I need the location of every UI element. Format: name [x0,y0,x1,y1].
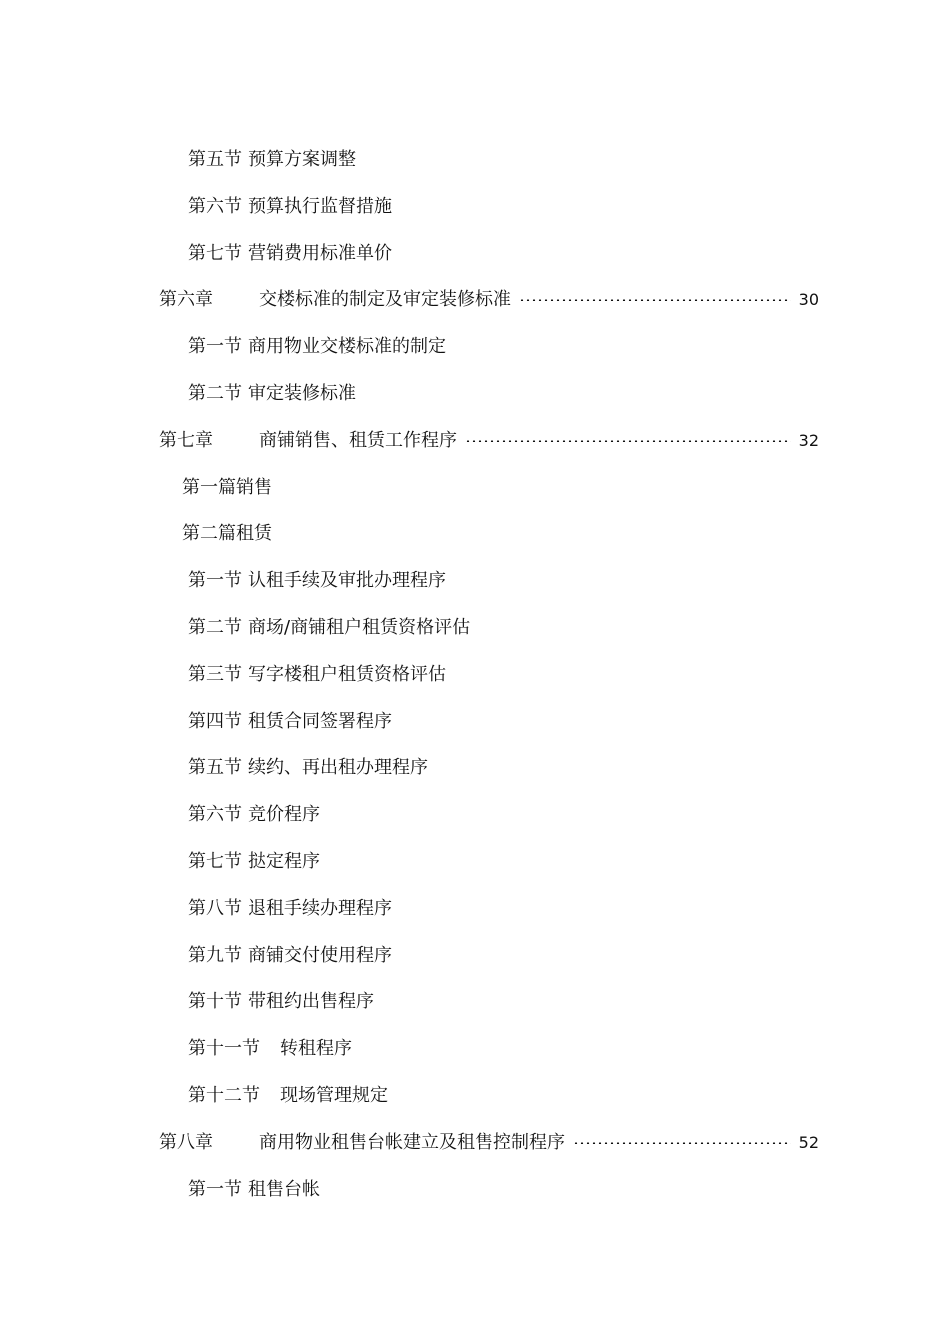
section-title: 租赁合同签署程序 [248,710,392,732]
section-number: 第一节 [188,1178,242,1200]
section-title: 竞价程序 [248,804,320,826]
section-title: 租售台帐 [248,1178,320,1200]
section-title: 预算方案调整 [248,149,356,170]
section-number: 第九节 [188,944,242,966]
section-number: 第一节 [188,570,242,592]
section-number: 第五节 [188,149,242,170]
toc-section-entry [188,660,446,690]
toc-section-entry [188,192,392,222]
toc-section-entry [188,753,428,783]
section-number: 第五节 [188,757,242,779]
section-number: 第三节 [188,663,242,685]
toc-section-entry [188,1034,352,1064]
section-title: 续约、再出租办理程序 [248,757,428,779]
section-number: 第二节 [188,383,242,404]
toc-section-entry [188,894,392,924]
section-title: 挞定程序 [248,851,320,872]
toc-part-entry: 第二篇租赁 [182,523,272,545]
toc-section-entry [188,1081,388,1111]
section-title: 商场/商铺租户租赁资格评估 [248,617,471,638]
section-title: 转租程序 [280,1038,352,1060]
toc-chapter-entry [159,426,819,456]
dot-leader [519,299,791,301]
chapter-title: 商用物业租售台帐建立及租售控制程序 [259,1131,565,1153]
chapter-page-number: 32 [798,430,819,450]
toc-section-entry [188,145,356,175]
section-number: 第八节 [188,897,242,919]
toc-section-entry [188,379,356,409]
toc-section-entry [188,941,392,971]
chapter-page-number: 52 [798,1132,819,1152]
toc-section-entry [188,613,470,643]
toc-section-entry [188,800,320,830]
section-number: 第六节 [188,804,242,826]
section-title: 写字楼租户租赁资格评估 [248,663,446,685]
toc-chapter-entry [159,285,819,315]
chapter-number: 第八章 [159,1131,213,1153]
section-number: 第六节 [188,195,242,217]
section-number: 第十节 [188,991,242,1013]
section-title: 商铺交付使用程序 [248,944,392,966]
section-number: 第二节 [188,617,242,638]
section-number: 第四节 [188,710,242,732]
toc-section-entry [188,707,392,737]
chapter-number: 第六章 [159,289,213,311]
dot-leader [573,1142,791,1144]
dot-leader [465,440,791,442]
section-number: 第十一节 [188,1038,260,1060]
toc-section-entry [188,847,320,877]
toc-section-entry [188,239,392,269]
toc-part-entry: 第一篇销售 [182,476,272,498]
section-title: 认租手续及审批办理程序 [248,570,446,592]
chapter-number: 第七章 [159,429,213,451]
chapter-page-number: 30 [798,290,819,310]
toc-section-entry [188,332,446,362]
section-title: 审定装修标准 [248,383,356,404]
toc-section-entry [188,1175,320,1205]
section-number: 第一节 [188,336,242,358]
section-number: 第七节 [188,242,242,264]
section-title: 现场管理规定 [280,1085,388,1106]
chapter-title: 商铺销售、租赁工作程序 [259,429,457,451]
section-title: 退租手续办理程序 [248,897,392,919]
toc-chapter-entry [159,1128,819,1158]
chapter-title: 交楼标准的制定及审定装修标准 [259,289,511,311]
section-number: 第七节 [188,851,242,872]
section-title: 带租约出售程序 [248,991,374,1013]
section-number: 第十二节 [188,1085,260,1106]
toc-section-entry [188,566,446,596]
section-title: 营销费用标准单价 [248,242,392,264]
section-title: 商用物业交楼标准的制定 [248,336,446,358]
section-title: 预算执行监督措施 [248,195,392,217]
toc-section-entry [188,987,374,1017]
